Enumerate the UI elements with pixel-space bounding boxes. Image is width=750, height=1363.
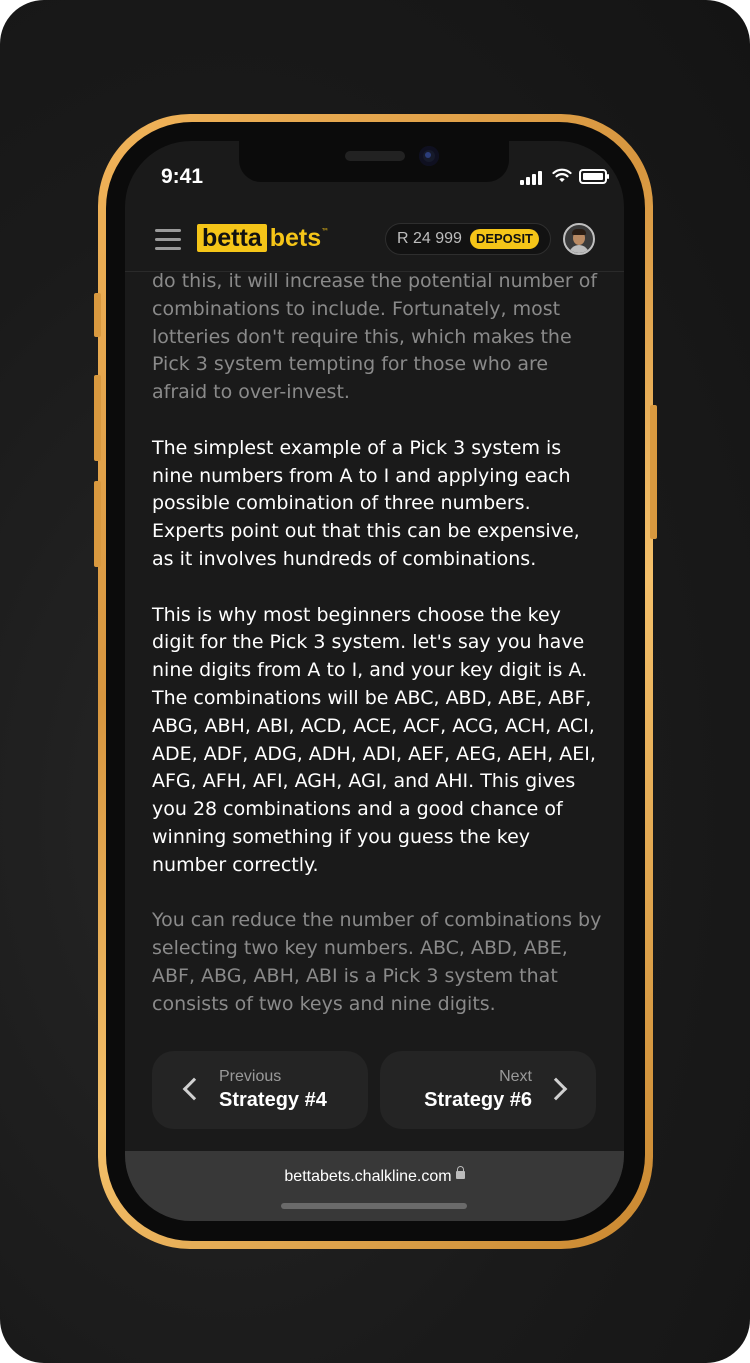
address-url-row <box>125 1168 624 1186</box>
front-camera <box>419 146 439 166</box>
previous-title: Strategy #4 <box>219 1089 327 1111</box>
article-body <box>152 268 602 1046</box>
strategy-pager <box>152 1051 596 1129</box>
article-paragraph-1: do this, it will increase the potential number of combinations to include. Fortunately, most lotteries don't require this, which makes the Pick 3 system tempting for those who are afraid to over-invest. <box>152 270 598 404</box>
lock-icon <box>456 1171 465 1181</box>
battery-tip <box>607 174 609 179</box>
app-header <box>125 213 624 272</box>
previous-label: Previous <box>219 1068 282 1085</box>
volume-up-button <box>94 375 101 461</box>
wifi-icon <box>552 167 572 183</box>
next-label: Next <box>499 1068 532 1085</box>
previous-strategy-button[interactable] <box>152 1051 368 1129</box>
article-paragraph-3: This is why most beginners choose the key digit for the Pick 3 system. let's say you have nine digits from A to I, and your key digit is A. The combinations will be ABC, ABD, ABE, ABF, ABG, ABH, ABI, ACD, ACE, ACF, ACG, ACH, ACI, ADE, ADF, ADG, ADH, ADI, AEF, AEG, AEH, AEI, AFG, AFH, AFI, AGH, AGI, and AHI. This gives you 28 combinations and a good chance of winning something if you guess the key number correctly. <box>152 603 596 876</box>
notch <box>239 141 509 182</box>
logo-trademark: ™ <box>321 227 330 236</box>
speaker <box>345 151 405 161</box>
logo-box-text: betta <box>197 224 267 252</box>
home-indicator[interactable] <box>281 1203 467 1209</box>
next-strategy-button[interactable] <box>380 1051 596 1129</box>
deposit-button[interactable]: DEPOSIT <box>470 229 539 249</box>
phone-screen <box>125 141 624 1221</box>
bettabets-logo[interactable] <box>197 223 329 253</box>
address-url: bettabets.chalkline.com <box>284 1168 452 1185</box>
status-icons <box>520 167 605 185</box>
battery-icon <box>579 169 607 184</box>
balance-amount: R 24 999 <box>397 230 462 247</box>
chevron-right-icon <box>545 1078 568 1101</box>
logo-text: bets <box>269 223 322 252</box>
menu-icon[interactable] <box>155 227 183 251</box>
browser-address-bar[interactable] <box>125 1151 624 1221</box>
article-paragraph-2: The simplest example of a Pick 3 system is nine numbers from A to I and applying each possible combination of three numbers. Experts point out that this can be expensive, as it involves hundreds of combinations. <box>152 436 580 570</box>
volume-down-button <box>94 481 101 567</box>
next-title: Strategy #6 <box>424 1089 532 1111</box>
chevron-left-icon <box>183 1078 206 1101</box>
balance-pill <box>385 223 551 255</box>
article-paragraph-4: You can reduce the number of combinations by selecting two key numbers. ABC, ABD, ABE, ABF, ABG, ABH, ABI is a Pick 3 system that consists of two keys and nine digits. <box>152 909 602 1015</box>
status-time: 9:41 <box>161 165 204 188</box>
power-button <box>650 405 657 539</box>
avatar[interactable] <box>563 223 595 255</box>
mute-switch <box>94 293 101 337</box>
